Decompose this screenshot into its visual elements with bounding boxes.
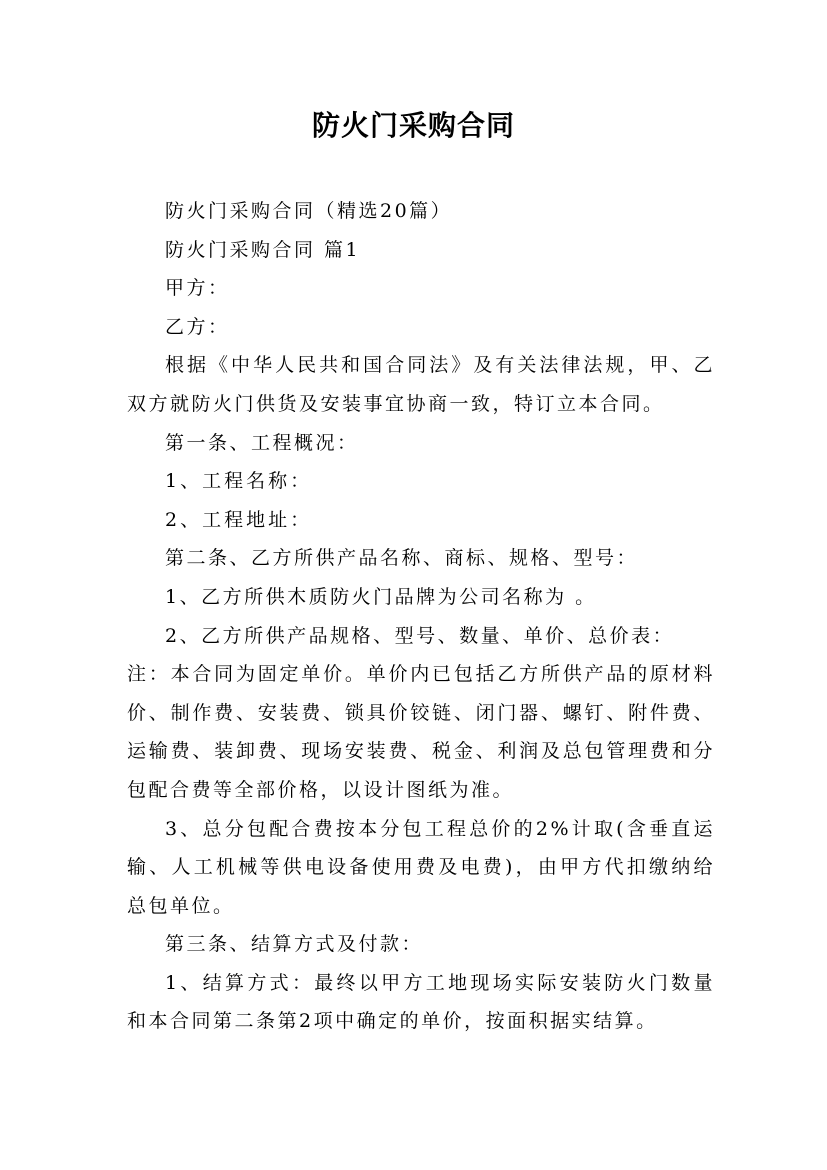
paragraph-project-address: 2、工程地址： <box>165 508 313 531</box>
paragraph-coordination-fee: 3、总分包配合费按本分包工程总价的2%计取(含垂直运输、人工机械等供电设备使用费及电费)，由甲方代扣缴纳给总包单位。 <box>127 817 715 917</box>
document-title: 防火门采购合同 <box>311 109 515 142</box>
document-body <box>127 192 715 1041</box>
paragraph-brand: 1、乙方所供木质防火门品牌为公司名称为 。 <box>165 585 597 608</box>
paragraph-settlement: 1、结算方式：最终以甲方工地现场实际安装防火门数量和本合同第二条第2项中确定的单价，按面积据实结算。 <box>127 971 715 1033</box>
paragraph-preamble: 根据《中华人民共和国合同法》及有关法律法规，甲、乙双方就防火门供货及安装事宜协商一致，特订立本合同。 <box>127 354 715 415</box>
paragraph-party-a: 甲方： <box>165 277 230 300</box>
paragraph-party-b: 乙方： <box>165 315 230 338</box>
paragraph-price-table: 2、乙方所供产品规格、型号、数量、单价、总价表： <box>165 624 675 647</box>
paragraph-article-3: 第三条、结算方式及付款： <box>165 933 424 956</box>
paragraph-article-1: 第一条、工程概况： <box>165 431 359 454</box>
paragraph-article-2: 第二条、乙方所供产品名称、商标、规格、型号： <box>165 547 639 570</box>
paragraph-fixed-price-note: 注：本合同为固定单价。单价内已包括乙方所供产品的原材料价、制作费、安装费、锁具价铰链、闭门器、螺钉、附件费、运输费、装卸费、现场安装费、税金、利润及总包管理费和分包配合费等全部价格，以设计图纸为准。 <box>127 663 715 801</box>
paragraph-subtitle: 防火门采购合同（精选20篇） <box>165 200 453 222</box>
paragraph-project-name: 1、工程名称： <box>165 470 313 493</box>
paragraph-section-heading: 防火门采购合同 篇1 <box>165 238 361 261</box>
